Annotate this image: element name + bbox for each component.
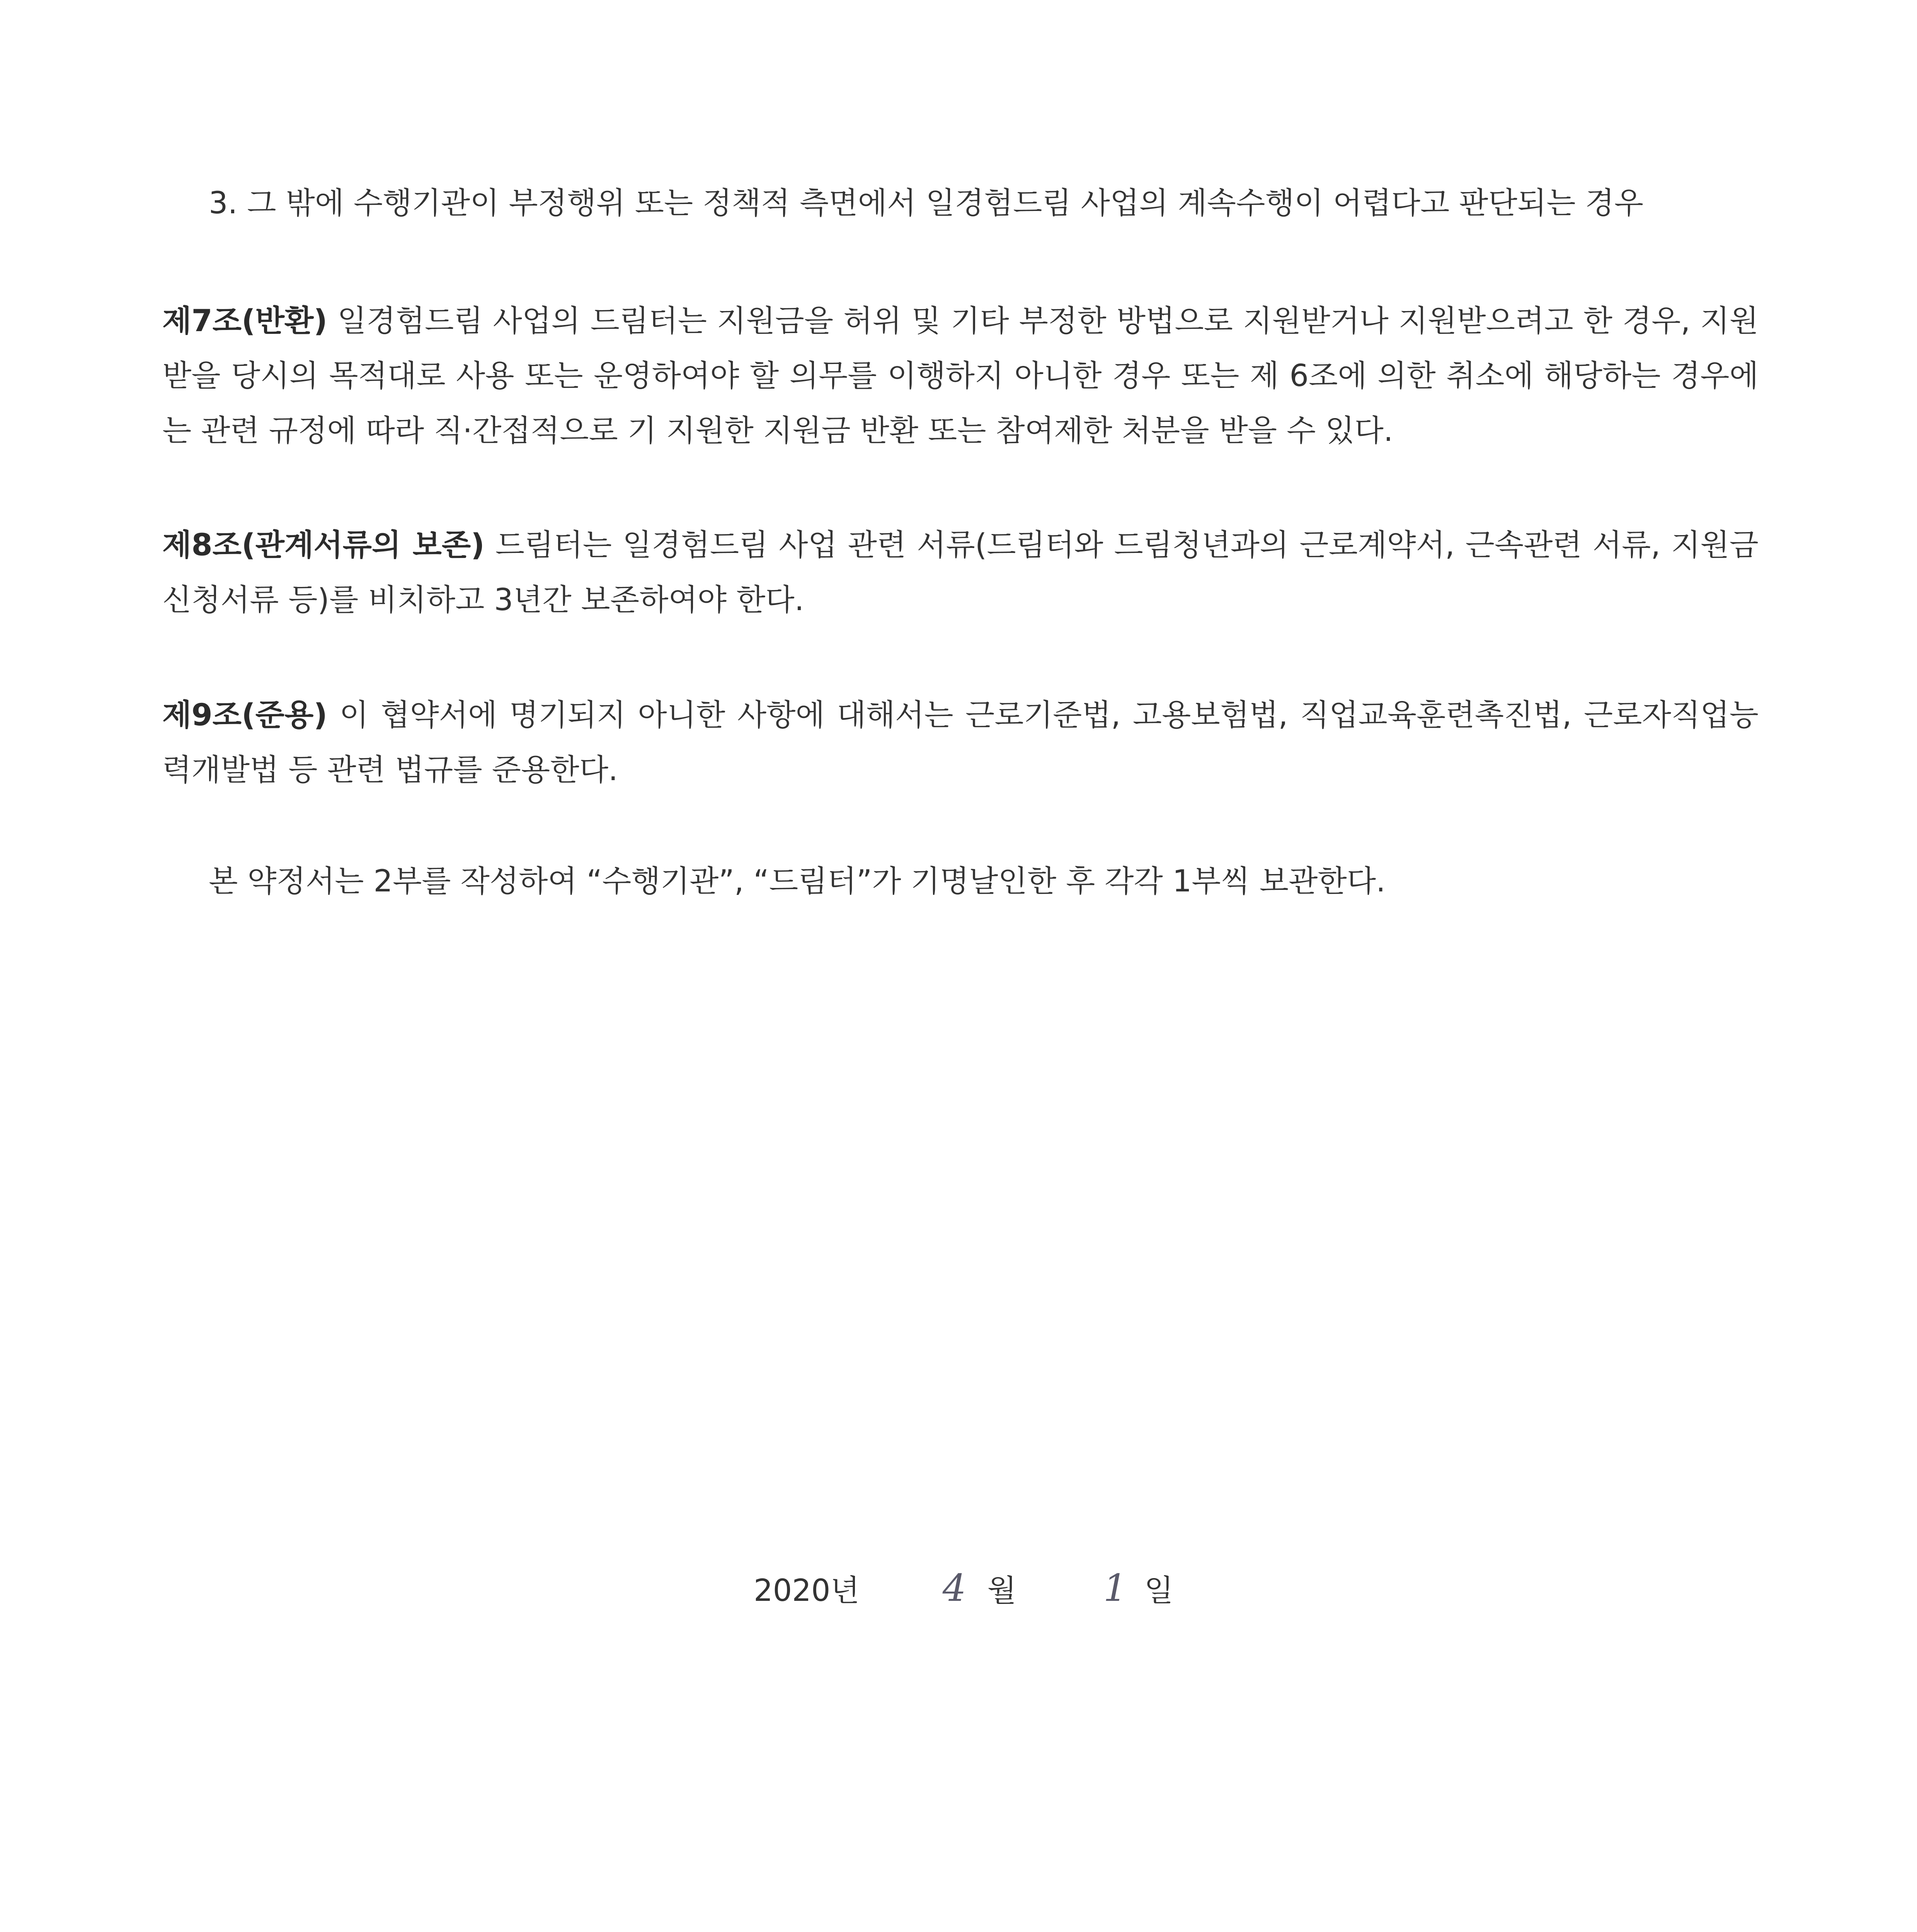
contract-date — [754, 1566, 1173, 1610]
article-8 — [162, 518, 1759, 628]
date-day-label: 일 — [1144, 1573, 1173, 1608]
article-8-title: 제8조(관계서류의 보존) — [162, 528, 485, 563]
article-8-body: 드림터는 일경험드림 사업 관련 서류(드림터와 드림청년과의 근로계약서, 근속관련 서류, 지원금 신청서류 등)를 비치하고 3년간 보존하여야 한다. — [162, 528, 1759, 617]
article-7-body: 일경험드림 사업의 드림터는 지원금을 허위 및 기타 부정한 방법으로 지원받거나 지원받으려고 한 경우, 지원받을 당시의 목적대로 사용 또는 운영하여야 할 의무를 이행하지 아니한 경우 또는 제 6조에 의한 취소에 해당하는 경우에는 관련 규정에 따라 직·간접적으로 기 지원한 지원금 반환 또는 참여제한 처분을 받을 수 있다. — [162, 304, 1759, 448]
article-7-title: 제7조(반환) — [162, 304, 327, 338]
date-day-value: 1 — [1103, 1566, 1127, 1610]
date-month-label: 월 — [987, 1573, 1016, 1608]
clause-item-3: 3. 그 밖에 수행기관이 부정행위 또는 정책적 측면에서 일경험드림 사업의 계속수행이 어렵다고 판단되는 경우 — [209, 186, 1644, 221]
article-9-body: 이 협약서에 명기되지 아니한 사항에 대해서는 근로기준법, 고용보험법, 직업교육훈련촉진법, 근로자직업능력개발법 등 관련 법규를 준용한다. — [162, 698, 1759, 787]
article-7 — [162, 294, 1759, 458]
article-9-title: 제9조(준용) — [162, 698, 327, 733]
date-year: 2020년 — [754, 1573, 860, 1608]
closing-statement: 본 약정서는 2부를 작성하여 “수행기관”, “드림터”가 기명날인한 후 각각 1부씩 보관한다. — [209, 864, 1386, 899]
article-9 — [162, 688, 1759, 798]
date-month-value: 4 — [942, 1566, 966, 1610]
